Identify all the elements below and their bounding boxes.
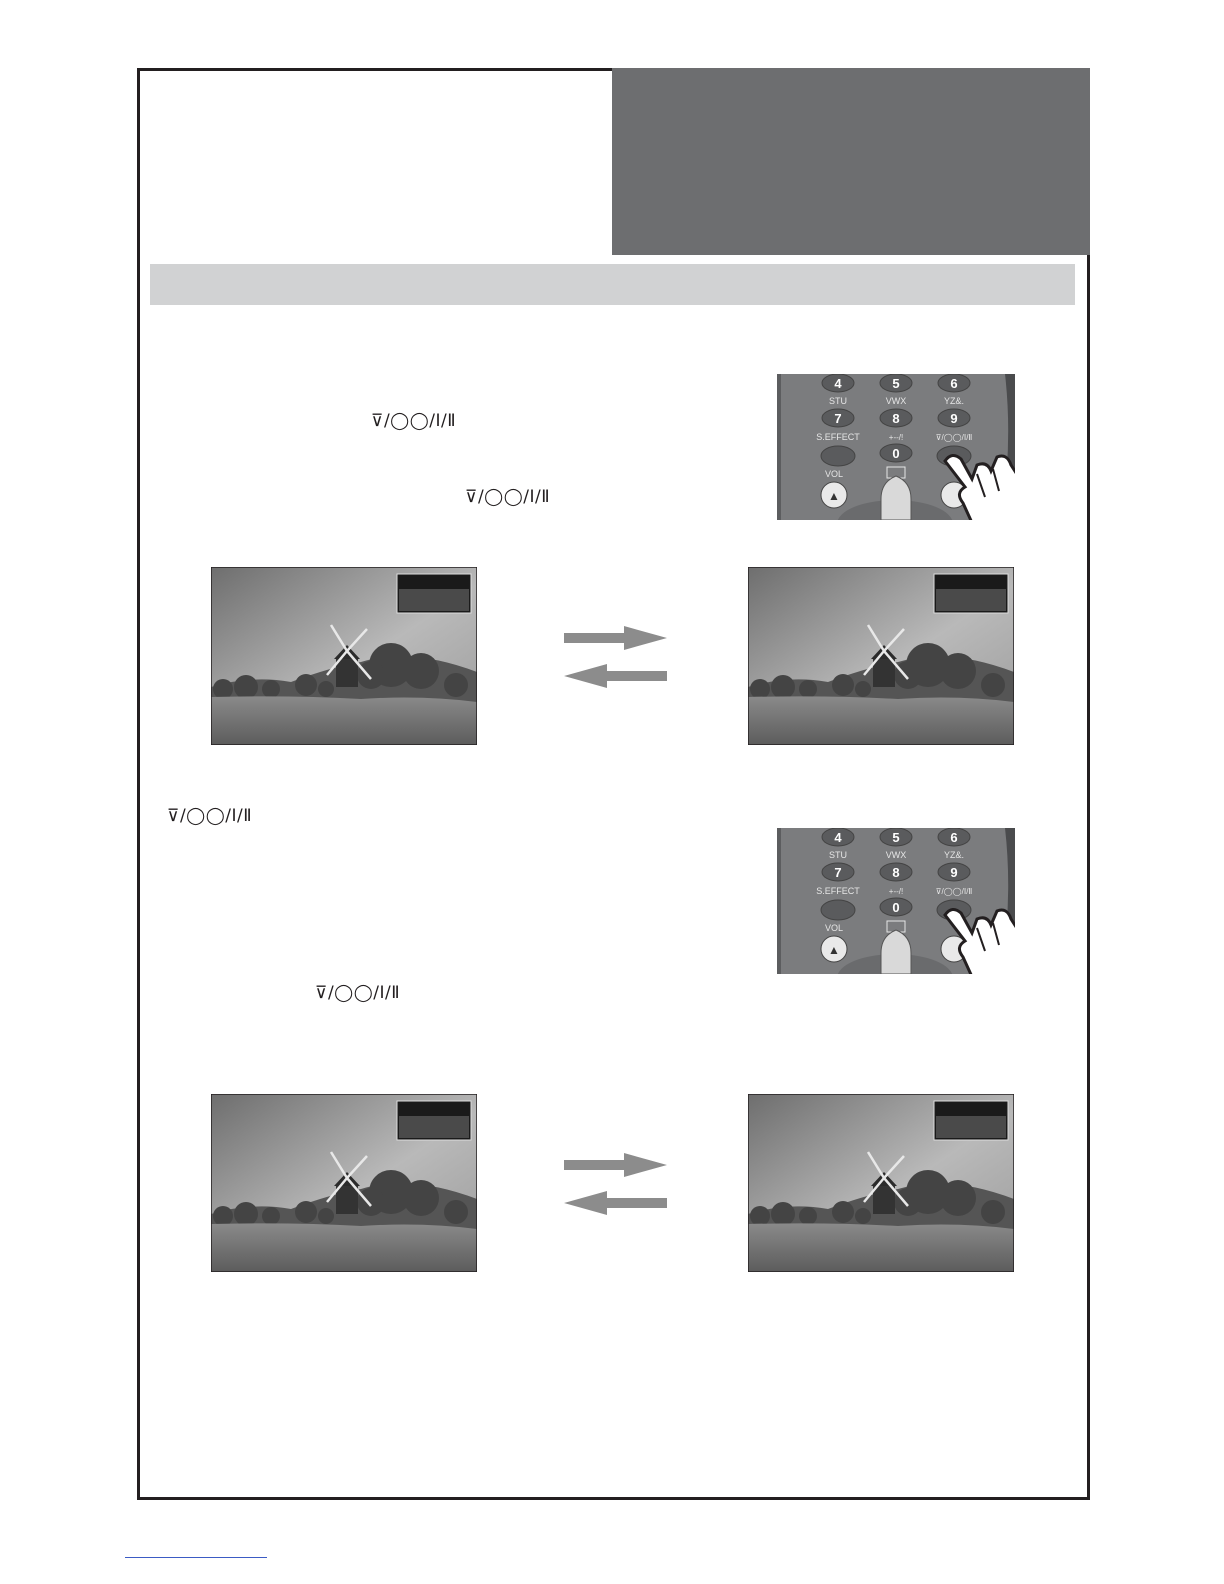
key-8-sub: +--/! <box>888 433 904 442</box>
sound-mode-symbol: ⊽/◯◯/Ⅰ/Ⅱ <box>465 487 551 507</box>
remote-illustration <box>777 828 1015 974</box>
key-4-sub: STU <box>829 396 847 406</box>
key-7-label: 7 <box>834 865 842 880</box>
s-effect-key <box>821 446 855 466</box>
key-8-label: 8 <box>892 411 900 426</box>
key-5-label: 5 <box>892 830 900 845</box>
tv-screen-image <box>211 1094 477 1272</box>
sound-mode-symbol: ⊽/◯◯/Ⅰ/Ⅱ <box>371 411 457 431</box>
sound-mode-symbol: ⊽/◯◯/Ⅰ/Ⅱ <box>167 806 253 826</box>
key-4-label: 4 <box>834 376 842 391</box>
key-5-sub: VWX <box>885 850 907 860</box>
key-6-sub: YZ&. <box>943 850 965 860</box>
vol-label: VOL <box>824 469 844 479</box>
key-8-label: 8 <box>892 865 900 880</box>
tv-screen-image <box>211 567 477 745</box>
tv-screen-image <box>748 567 1014 745</box>
key-9-sub: ⊽/◯◯/Ⅰ/Ⅱ <box>935 887 973 896</box>
key-9-label: 9 <box>950 865 958 880</box>
toggle-arrows-icon <box>564 624 668 688</box>
key-0-label: 0 <box>892 900 900 915</box>
remote-illustration <box>777 374 1015 520</box>
toggle-arrows-icon <box>564 1151 668 1215</box>
key-6-sub: YZ&. <box>943 396 965 406</box>
key-9-sub: ⊽/◯◯/Ⅰ/Ⅱ <box>935 433 973 442</box>
tv-screen-image <box>748 1094 1014 1272</box>
key-8-sub: +--/! <box>888 887 904 896</box>
s-effect-key <box>821 900 855 920</box>
sound-mode-symbol: ⊽/◯◯/Ⅰ/Ⅱ <box>315 983 401 1003</box>
vol-up-icon: ▲ <box>828 943 840 957</box>
key-7-label: 7 <box>834 411 842 426</box>
key-5-sub: VWX <box>885 396 907 406</box>
key-4-label: 4 <box>834 830 842 845</box>
vol-label: VOL <box>824 923 844 933</box>
key-5-label: 5 <box>892 376 900 391</box>
key-6-label: 6 <box>950 376 958 391</box>
footer-link-line <box>125 1557 267 1558</box>
key-0-label: 0 <box>892 446 900 461</box>
vol-up-icon: ▲ <box>828 489 840 503</box>
section-heading-bar <box>150 264 1075 305</box>
key-7-sub: S.EFFECT <box>816 432 860 442</box>
key-4-sub: STU <box>829 850 847 860</box>
key-7-sub: S.EFFECT <box>816 886 860 896</box>
key-6-label: 6 <box>950 830 958 845</box>
header-block <box>612 68 1090 255</box>
key-9-label: 9 <box>950 411 958 426</box>
